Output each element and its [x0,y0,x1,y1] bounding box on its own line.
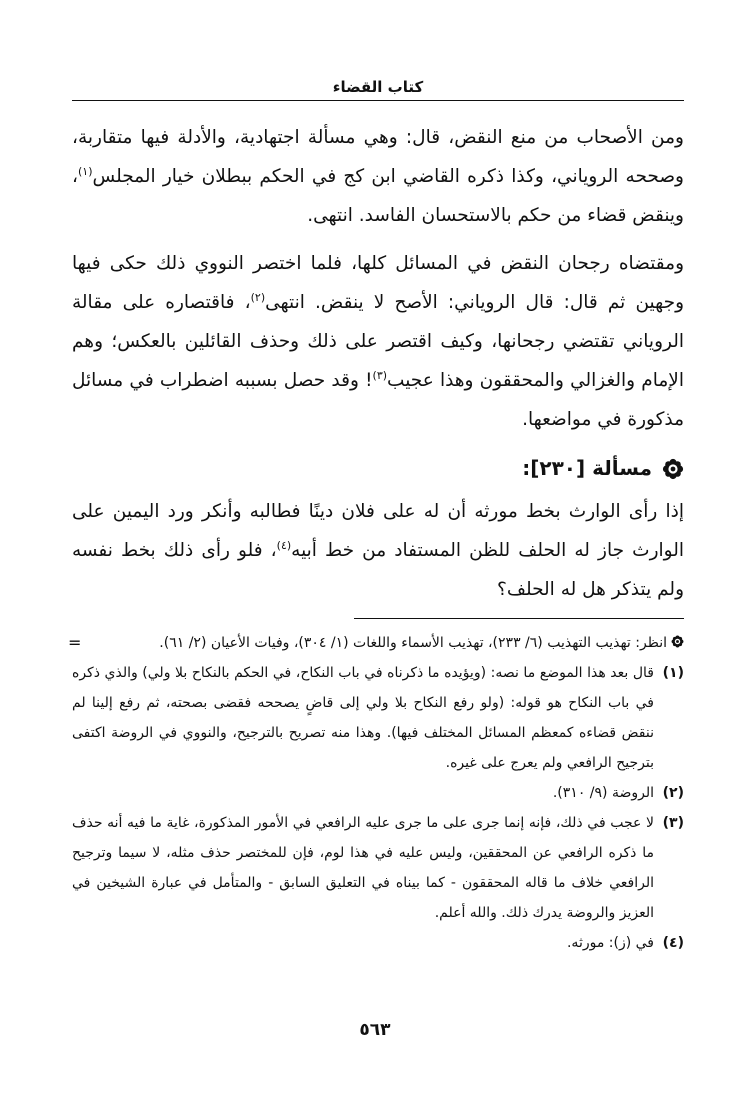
footnotes [68,618,684,958]
footnote-text: في (ز): مورثه. [566,935,654,951]
footnote-4 [72,928,684,958]
footnote-number: (٣) [662,815,684,831]
header-rule [72,100,684,101]
footnote-text: الروضة (٩/ ٣١٠). [552,785,654,801]
footnote-ref-4[interactable]: (٤) [276,539,292,552]
footnote-1 [72,658,684,778]
flower-icon [662,458,684,480]
footnote-continued-text: انظر: تهذيب التهذيب (٦/ ٢٣٣)، تهذيب الأسماء واللغات (١/ ٣٠٤)، وفيات الأعيان (٢/ ٦١). [159,635,667,651]
footnote-number: (٢) [662,785,684,801]
footnote-number: (٤) [662,935,684,951]
paragraph-1-text-b: ، وينقض قضاء من حكم بالاستحسان الفاسد. انتهى. [72,166,684,226]
paragraph-1 [72,118,684,235]
paragraph-2 [72,244,684,439]
footnote-2 [72,778,684,808]
masala-heading [72,449,684,488]
footnote-ref-2[interactable]: (٢) [250,291,266,304]
main-text [72,118,684,618]
footnote-3 [72,808,684,928]
footnote-continued [72,618,684,658]
continuation-mark: = [68,633,82,652]
footnote-text: قال بعد هذا الموضع ما نصه: (ويؤيده ما ذكرناه في باب النكاح، في الحكم بالنكاح بلا ولي) والذي ذكره في باب النكاح هو قوله: (ولو رفع النكاح بلا ولي إلى قاضٍ يصححه فقضى بصحته، ثم رفع إلينا لم ننقض قضاءه كمعظم المسائل المختلف فيها). وهذا منه تصريح بالترجيح، والنووي في الروضة اكتفى بترجيح الرافعي ولم يعرج على غيره. [72,665,654,771]
paragraph-2-text-b: ، فاقتصاره على مقالة الروياني تقتضي رجحانها، وكيف اقتصر على ذلك وحذف القائلين بالعكس؛ وهم الإمام والغزالي والمحققون وهذا عجيب [72,292,684,391]
masala-title: مسألة [٢٣٠]: [522,456,652,480]
paragraph-1-text-a: ومن الأصحاب من منع النقض، قال: وهي مسألة اجتهادية، والأدلة فيها متقاربة، وصححه الروياني، وكذا ذكره القاضي ابن كج في الحكم ببطلان خيار المجلس [72,127,684,187]
masala-text-b: ، فلو رأى ذلك بخط نفسه ولم يتذكر هل له الحلف؟ [72,540,684,600]
running-head: كتاب القضاء [332,78,424,96]
masala-text-a: إذا رأى الوارث بخط مورثه أن له على فلان دينًا فطالبه وأنكر ورد اليمين على الوارث جاز له الحلف للظن المستفاد من خط أبيه [72,501,684,561]
footnote-text: لا عجب في ذلك، فإنه إنما جرى على ما جرى عليه الرافعي في الأمور المذكورة، غاية ما فيه أنه حذف ما ذكره الرافعي عن المحققين، وليس عليه في هذا لوم، فإن للمختصر حذف مثله، لا سيما وترجيح الرافعي خلاف ما قاله المحققون - كما بيناه في التعليق السابق - والمتأمل في عبارة الشيخين في العزيز والروضة يدرك ذلك. والله أعلم. [72,815,654,921]
paragraph-2-text-a: ومقتضاه رجحان النقض في المسائل كلها، فلما اختصر النووي ذلك حكى فيها وجهين ثم قال: قال الروياني: الأصح لا ينقض. انتهى [72,253,685,313]
paragraph-2-text-c: ! وقد حصل بسببه اضطراب في مسائل مذكورة في مواضعها. [72,370,684,430]
footnote-ref-1[interactable]: (١) [77,165,93,178]
footnote-number: (١) [662,665,684,681]
flower-icon [671,635,684,648]
page-number: ٥٦٣ [359,1020,391,1040]
footnote-ref-3[interactable]: (٣) [372,369,388,382]
masala-paragraph [72,492,684,609]
